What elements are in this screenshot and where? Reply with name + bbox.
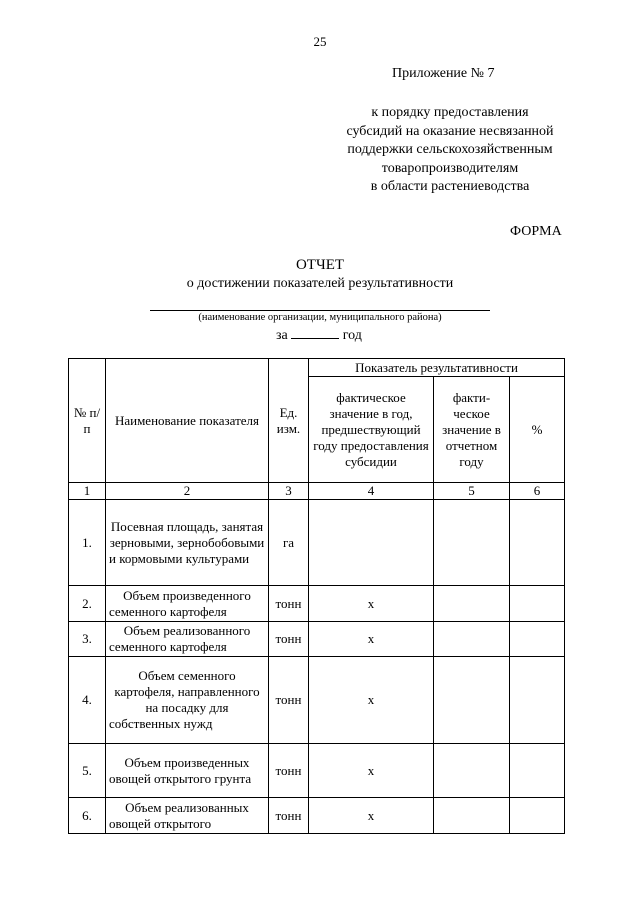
current-value-cell[interactable] <box>434 657 510 744</box>
percent-cell[interactable] <box>510 744 565 798</box>
row-number: 4. <box>69 657 106 744</box>
row-number: 1. <box>69 500 106 586</box>
percent-cell[interactable] <box>510 657 565 744</box>
approval-line: товаропроизводителям <box>381 160 519 176</box>
unit-cell: га <box>269 500 309 586</box>
document-subtitle: о достижении показателей результативности <box>186 276 454 291</box>
indicator-name: Объем семенного картофеля, направленного на посадку для собственных нужд <box>106 657 269 744</box>
prev-value-cell: х <box>309 798 434 834</box>
unit-cell: тонн <box>269 657 309 744</box>
table-row <box>69 744 565 798</box>
approval-line: в области растениеводства <box>370 179 530 194</box>
year-line <box>276 326 362 344</box>
percent-cell[interactable] <box>510 586 565 622</box>
row-number: 3. <box>69 622 106 657</box>
prev-value-cell: х <box>309 744 434 798</box>
year-blank-field[interactable] <box>291 326 339 339</box>
approval-line: поддержки сельскохозяйственным <box>347 142 553 157</box>
table-row <box>69 622 565 657</box>
current-value-cell[interactable] <box>434 622 510 657</box>
organization-caption: (наименование организации, муниципального района) <box>198 312 442 323</box>
row-number: 2. <box>69 586 106 622</box>
table-row <box>69 500 565 586</box>
header-prev-value: фактическое значение в год, предшествующий году предоставления субсидии <box>309 377 434 483</box>
page-number: 25 <box>313 34 327 49</box>
header-group: Показатель результативности <box>309 359 565 377</box>
prev-value-cell: х <box>309 622 434 657</box>
column-number: 5 <box>434 483 510 500</box>
indicator-name: Объем реализованного семенного картофеля <box>106 622 269 657</box>
indicator-name: Объем произведенных овощей открытого грунта <box>106 744 269 798</box>
percent-cell[interactable] <box>510 622 565 657</box>
column-numbers-row <box>69 483 565 500</box>
table-row <box>69 657 565 744</box>
year-prefix: за <box>276 328 288 343</box>
current-value-cell[interactable] <box>434 500 510 586</box>
prev-value-cell[interactable] <box>309 500 434 586</box>
header-num: № п/п <box>69 359 106 483</box>
current-value-cell[interactable] <box>434 586 510 622</box>
prev-value-cell: х <box>309 657 434 744</box>
table-row <box>69 586 565 622</box>
table-row <box>69 798 565 834</box>
column-number: 3 <box>269 483 309 500</box>
form-label: ФОРМА <box>510 224 562 239</box>
column-number: 6 <box>510 483 565 500</box>
header-current-value: факти-ческое значение в отчетном году <box>434 377 510 483</box>
indicator-name: Посевная площадь, занятая зерновыми, зернобобовыми и кормовыми культурами <box>106 500 269 586</box>
organization-name-line[interactable] <box>150 310 490 311</box>
prev-value-cell: х <box>309 586 434 622</box>
indicator-name: Объем реализованных овощей открытого <box>106 798 269 834</box>
unit-cell: тонн <box>269 622 309 657</box>
report-table <box>68 358 565 834</box>
year-suffix: год <box>342 328 362 343</box>
unit-cell: тонн <box>269 744 309 798</box>
column-number: 2 <box>106 483 269 500</box>
approval-block <box>300 104 600 197</box>
approval-line: субсидий на оказание несвязанной <box>346 123 554 139</box>
header-name: Наименование показателя <box>106 359 269 483</box>
header-unit: Ед. изм. <box>269 359 309 483</box>
unit-cell: тонн <box>269 586 309 622</box>
row-number: 5. <box>69 744 106 798</box>
approval-line: к порядку предоставления <box>371 105 529 120</box>
appendix-label: Приложение № 7 <box>392 66 495 81</box>
indicator-name: Объем произведенного семенного картофеля <box>106 586 269 622</box>
current-value-cell[interactable] <box>434 798 510 834</box>
row-number: 6. <box>69 798 106 834</box>
current-value-cell[interactable] <box>434 744 510 798</box>
header-percent: % <box>510 377 565 483</box>
document-title: ОТЧЕТ <box>295 257 345 273</box>
percent-cell[interactable] <box>510 500 565 586</box>
percent-cell[interactable] <box>510 798 565 834</box>
unit-cell: тонн <box>269 798 309 834</box>
column-number: 1 <box>69 483 106 500</box>
column-number: 4 <box>309 483 434 500</box>
